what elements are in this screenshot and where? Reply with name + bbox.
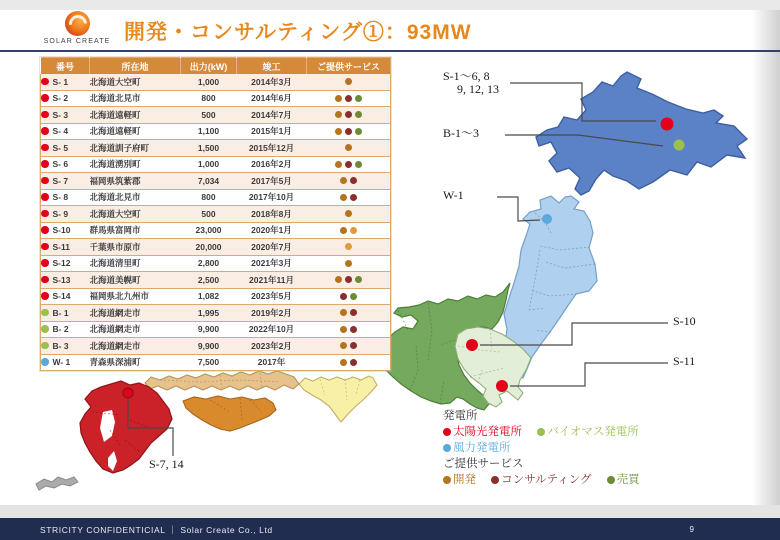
cell-number: S- 9: [41, 206, 90, 223]
legend-dot: [443, 476, 451, 484]
cell-services: [307, 189, 391, 206]
service-dot-consulting: [350, 309, 357, 316]
cell-completion: 2017年5月: [237, 173, 307, 190]
cell-location: 北海道大空町: [90, 206, 181, 223]
service-dot-consulting: [350, 359, 357, 366]
cell-output: 2,500: [181, 272, 237, 289]
cell-services: [307, 107, 391, 124]
cell-number: S- 3: [41, 107, 90, 124]
plant-type-dot: [41, 292, 49, 300]
cell-services: [307, 305, 391, 322]
cell-location: 群馬県富岡市: [90, 222, 181, 239]
plant-type-dot: [41, 111, 49, 119]
plant-type-dot: [41, 243, 49, 251]
cell-number: S- 5: [41, 140, 90, 157]
legend-item-biomass: [537, 426, 639, 438]
service-dot-consulting: [350, 194, 357, 201]
service-dot-development: [335, 161, 342, 168]
brand-name: SOLAR CREATE: [43, 38, 111, 45]
service-dot-development: [340, 342, 347, 349]
legend-label: コンサルティング: [501, 474, 592, 486]
cell-services: [307, 354, 391, 371]
legend-dot: [537, 428, 545, 436]
cell-completion: 2018年8月: [237, 206, 307, 223]
cell-services: [307, 222, 391, 239]
cell-completion: 2014年7月: [237, 107, 307, 124]
legend-plants-title: 発電所: [443, 410, 478, 422]
table-row: [41, 239, 391, 256]
footer-separator: ｜: [168, 525, 178, 535]
cell-location: 北海道訓子府町: [90, 140, 181, 157]
plant-type-dot: [41, 160, 49, 168]
cell-number: B- 1: [41, 305, 90, 322]
service-dot-sale: [355, 111, 362, 118]
service-dot-development: [345, 210, 352, 217]
cell-location: 北海道遠軽町: [90, 107, 181, 124]
cell-output: 1,995: [181, 305, 237, 322]
callout-s-hokkaido: [443, 70, 499, 96]
cell-output: 800: [181, 189, 237, 206]
cell-location: 北海道湧別町: [90, 156, 181, 173]
service-dot-consulting: [345, 111, 352, 118]
service-dot-sale: [355, 161, 362, 168]
solar-create-logo: [37, 11, 117, 49]
table-header: [41, 58, 391, 75]
service-dot-development_light: [350, 227, 357, 234]
cell-completion: 2017年: [237, 354, 307, 371]
site-dot-wind-aomori: [542, 214, 552, 224]
cell-location: 北海道北見市: [90, 90, 181, 107]
service-dot-sale: [355, 95, 362, 102]
callout-line: W-1: [443, 188, 464, 202]
legend-plants-row1: [443, 424, 652, 440]
cell-number: S-10: [41, 222, 90, 239]
cell-services: [307, 123, 391, 140]
sun-swirl-icon: [65, 11, 90, 36]
callout-line: S-11: [673, 354, 696, 368]
col-number: 番号: [41, 58, 90, 75]
cell-output: 9,900: [181, 338, 237, 355]
service-dot-consulting: [350, 326, 357, 333]
table-row: [41, 222, 391, 239]
cell-services: [307, 272, 391, 289]
service-dot-consulting: [340, 293, 347, 300]
cell-output: 9,900: [181, 321, 237, 338]
cell-number: S- 8: [41, 189, 90, 206]
col-completion: 竣工: [237, 58, 307, 75]
cell-output: 500: [181, 206, 237, 223]
cell-output: 7,500: [181, 354, 237, 371]
cell-completion: 2021年3月: [237, 255, 307, 272]
service-dot-development: [345, 260, 352, 267]
cell-output: 20,000: [181, 239, 237, 256]
cell-completion: 2015年1月: [237, 123, 307, 140]
cell-completion: 2022年10月: [237, 321, 307, 338]
cell-completion: 2023年2月: [237, 338, 307, 355]
top-strip: [0, 0, 780, 10]
footer-text: [40, 524, 273, 536]
footer-confidential: STRICITY CONFIDENTICIAL: [40, 525, 166, 535]
site-dot-kyushu: [123, 388, 133, 398]
cell-output: 2,800: [181, 255, 237, 272]
cell-services: [307, 74, 391, 90]
plant-type-dot: [41, 210, 49, 218]
table-row: [41, 90, 391, 107]
cell-services: [307, 239, 391, 256]
site-dot-biomass-hokkaido: [674, 140, 685, 151]
plants-table: [40, 57, 391, 371]
service-dot-development_light: [345, 243, 352, 250]
legend-plants-row2: [443, 440, 652, 456]
cell-services: [307, 90, 391, 107]
page-number: 9: [689, 525, 694, 534]
legend-label: バイオマス発電所: [547, 426, 639, 438]
cell-number: B- 3: [41, 338, 90, 355]
service-dot-development: [340, 177, 347, 184]
service-dot-consulting: [345, 128, 352, 135]
service-dot-consulting: [345, 161, 352, 168]
table-row: [41, 189, 391, 206]
cell-number: W- 1: [41, 354, 90, 371]
cell-number: S- 7: [41, 173, 90, 190]
cell-location: 北海道清里町: [90, 255, 181, 272]
callout-w-aomori: [443, 189, 464, 202]
cell-output: 1,000: [181, 74, 237, 90]
table-row: [41, 321, 391, 338]
cell-completion: 2021年11月: [237, 272, 307, 289]
cell-location: 北海道北見市: [90, 189, 181, 206]
callout-line: S-10: [673, 314, 696, 328]
plant-type-dot: [41, 127, 49, 135]
cell-completion: 2017年10月: [237, 189, 307, 206]
col-location: 所在地: [90, 58, 181, 75]
service-dot-consulting: [350, 177, 357, 184]
cell-output: 1,082: [181, 288, 237, 305]
cell-services: [307, 288, 391, 305]
plant-type-dot: [41, 342, 49, 350]
service-dot-sale: [355, 128, 362, 135]
cell-output: 500: [181, 107, 237, 124]
page-title: 開発・コンサルティング①：93MW: [124, 21, 472, 44]
cell-completion: 2015年12月: [237, 140, 307, 157]
service-dot-development: [340, 194, 347, 201]
legend-item-solar: [443, 426, 522, 438]
table-row: [41, 206, 391, 223]
plant-type-dot: [41, 177, 49, 185]
plant-type-dot: [41, 309, 49, 317]
cell-output: 1,000: [181, 156, 237, 173]
map-region-kansai: [299, 376, 377, 422]
plant-type-dot: [41, 226, 49, 234]
legend-label: 太陽光発電所: [453, 426, 522, 438]
table-row: [41, 305, 391, 322]
cell-completion: 2020年7月: [237, 239, 307, 256]
service-dot-sale: [355, 276, 362, 283]
cell-completion: 2014年3月: [237, 74, 307, 90]
cell-number: S-14: [41, 288, 90, 305]
plant-type-dot: [41, 144, 49, 152]
service-dot-development: [335, 95, 342, 102]
legend-dot: [443, 428, 451, 436]
cell-number: B- 2: [41, 321, 90, 338]
site-dot-s10: [466, 339, 478, 351]
plant-type-dot: [41, 325, 49, 333]
bottom-strip: [0, 505, 780, 518]
plant-type-dot: [41, 193, 49, 201]
callout-s11: [673, 355, 695, 368]
table-row: [41, 173, 391, 190]
callout-b-hokkaido: [443, 127, 479, 140]
table-body: [41, 74, 391, 371]
map-region-okinawa: [36, 477, 78, 490]
cell-output: 1,500: [181, 140, 237, 157]
table-row: [41, 354, 391, 371]
col-output: 出力(kW): [181, 58, 237, 75]
site-dot-s11: [496, 380, 508, 392]
cell-number: S-11: [41, 239, 90, 256]
table-row: [41, 140, 391, 157]
map-region-hokkaido: [536, 72, 747, 195]
callout-s10: [673, 315, 696, 328]
cell-number: S- 4: [41, 123, 90, 140]
service-dot-development: [340, 326, 347, 333]
cell-location: 北海道網走市: [90, 305, 181, 322]
table-row: [41, 156, 391, 173]
legend-item-consulting: [491, 474, 591, 486]
callout-s7-14: [149, 458, 184, 471]
cell-output: 7,034: [181, 173, 237, 190]
cell-completion: 2016年2月: [237, 156, 307, 173]
cell-output: 800: [181, 90, 237, 107]
cell-location: 青森県深浦町: [90, 354, 181, 371]
cell-services: [307, 206, 391, 223]
plant-type-dot: [41, 94, 49, 102]
service-dot-consulting: [345, 95, 352, 102]
cell-output: 1,100: [181, 123, 237, 140]
cell-services: [307, 255, 391, 272]
legend-services-row: [443, 472, 652, 488]
service-dot-development: [340, 309, 347, 316]
cell-completion: 2019年2月: [237, 305, 307, 322]
legend: [443, 408, 652, 488]
plant-type-dot: [41, 358, 49, 366]
cell-location: 千葉県市原市: [90, 239, 181, 256]
service-dot-sale: [350, 293, 357, 300]
cell-location: 北海道美幌町: [90, 272, 181, 289]
cell-services: [307, 156, 391, 173]
footer-company: Solar Create Co., Ltd: [180, 525, 273, 535]
service-dot-development: [335, 128, 342, 135]
cell-number: S- 1: [41, 74, 90, 90]
legend-dot: [443, 444, 451, 452]
table-row: [41, 123, 391, 140]
map-region-shikoku: [183, 396, 276, 431]
legend-label: 売買: [616, 474, 640, 486]
cell-services: [307, 321, 391, 338]
cell-location: 北海道網走市: [90, 338, 181, 355]
cell-number: S-13: [41, 272, 90, 289]
service-dot-development: [340, 227, 347, 234]
cell-location: 北海道網走市: [90, 321, 181, 338]
footer-bar: [0, 518, 780, 540]
cell-services: [307, 338, 391, 355]
callout-line: 9, 12, 13: [457, 82, 499, 96]
cell-location: 福岡県筑紫郡: [90, 173, 181, 190]
cell-number: S- 2: [41, 90, 90, 107]
service-dot-development: [345, 144, 352, 151]
legend-item-development: [443, 474, 476, 486]
service-dot-development: [345, 78, 352, 85]
cell-output: 23,000: [181, 222, 237, 239]
cell-completion: 2014年6月: [237, 90, 307, 107]
service-dot-development: [335, 111, 342, 118]
table-row: [41, 272, 391, 289]
cell-services: [307, 173, 391, 190]
cell-location: 北海道大空町: [90, 74, 181, 90]
cell-services: [307, 140, 391, 157]
plant-type-dot: [41, 276, 49, 284]
legend-dot: [607, 476, 615, 484]
cell-completion: 2020年1月: [237, 222, 307, 239]
legend-label: 開発: [453, 474, 476, 486]
cell-number: S-12: [41, 255, 90, 272]
cell-number: S- 6: [41, 156, 90, 173]
cell-location: 北海道遠軽町: [90, 123, 181, 140]
service-dot-development: [335, 276, 342, 283]
legend-item-sale: [607, 474, 640, 486]
legend-label: 風力発電所: [453, 442, 511, 454]
site-dot-solar-hokkaido: [661, 118, 674, 131]
service-dot-consulting: [345, 276, 352, 283]
table-row: [41, 74, 391, 90]
legend-dot: [491, 476, 499, 484]
header-divider: [0, 50, 780, 52]
cell-location: 福岡県北九州市: [90, 288, 181, 305]
table-row: [41, 338, 391, 355]
legend-services-title: ご提供サービス: [443, 458, 524, 470]
service-dot-consulting: [350, 342, 357, 349]
callout-line: B-1～3: [443, 126, 480, 140]
callout-line: S-1～6, 8: [443, 69, 490, 83]
plant-type-dot: [41, 78, 49, 86]
right-edge-shading: [752, 10, 780, 505]
table-row: [41, 255, 391, 272]
col-services: ご提供サービス: [307, 58, 391, 75]
table-row: [41, 288, 391, 305]
cell-completion: 2023年5月: [237, 288, 307, 305]
service-dot-development: [340, 359, 347, 366]
plant-type-dot: [41, 259, 49, 267]
callout-line: S-7, 14: [149, 457, 184, 471]
legend-item-wind: [443, 442, 511, 454]
table-row: [41, 107, 391, 124]
